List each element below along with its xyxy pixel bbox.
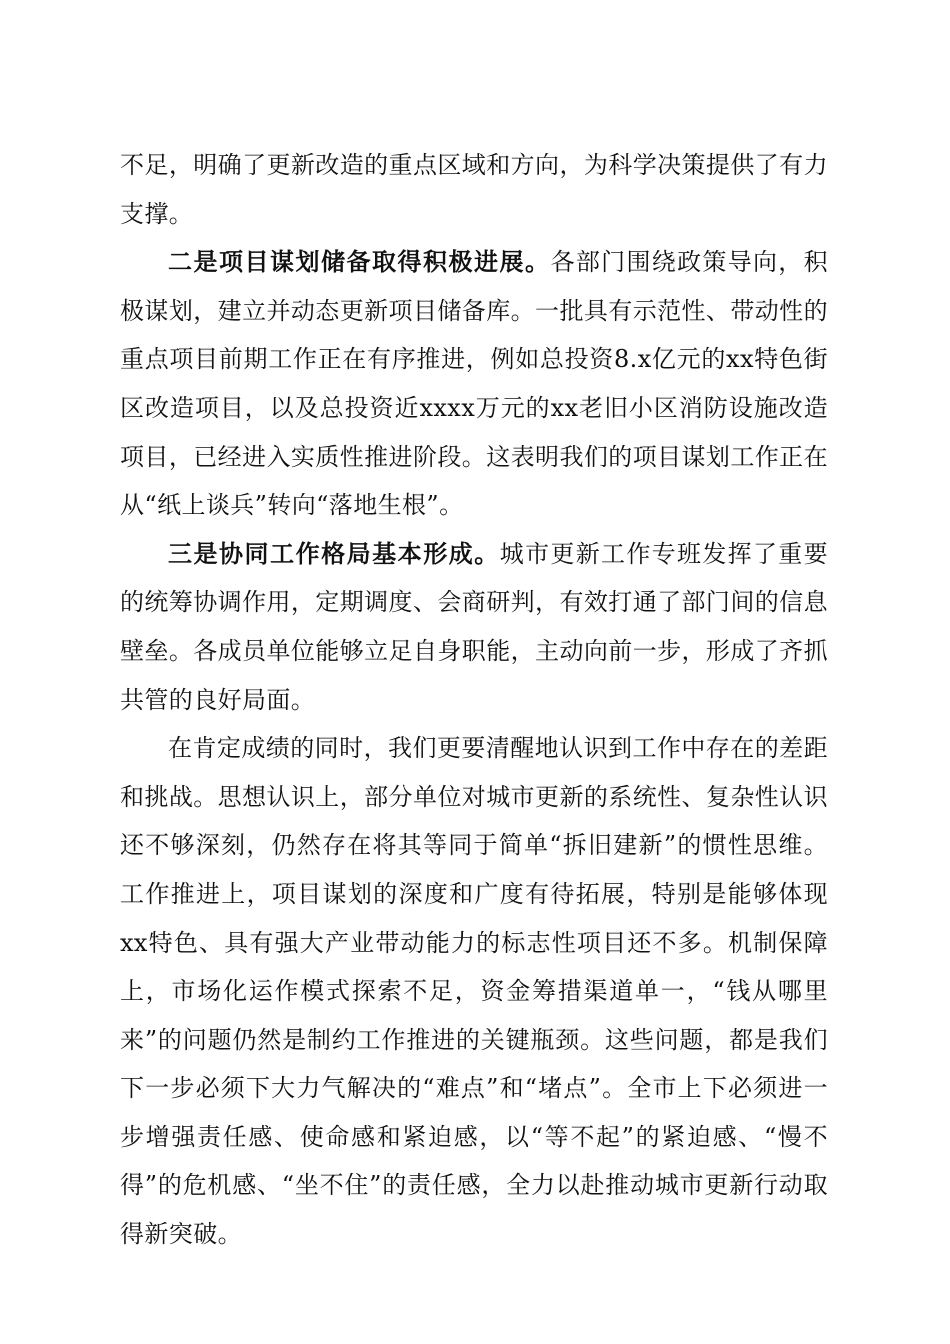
paragraph-text: 城市更新工作专班发挥了重要的统筹协调作用，定期调度、会商研判，有效打通了部门间的信息壁垒。各成员单位能够立足自身职能，主动向前一步，形成了齐抓共管的良好局面。 [120,539,828,714]
paragraph-text: 在肯定成绩的同时，我们更要清醒地认识到工作中存在的差距和挑战。思想认识上，部分单位对城市更新的系统性、复杂性认识还不够深刻，仍然存在将其等同于简单“拆旧建新”的惯性思维。工作推进上，项目谋划的深度和广度有待拓展，特别是能够体现xx特色、具有强大产业带动能力的标志性项目还不多。机制保障上，市场化运作模式探索不足，资金筹措渠道单一，“钱从哪里来”的问题仍然是制约工作推进的关键瓶颈。这些问题，都是我们下一步必须下大力气解决的“难点”和“堵点”。全市上下必须进一步增强责任感、使命感和紧迫感，以“等不起”的紧迫感、“慢不得”的危机感、“坐不住”的责任感，全力以赴推动城市更新行动取得新突破。 [120,734,828,1249]
paragraph-text: 各部门围绕政策导向，积极谋划，建立并动态更新项目储备库。一批具有示范性、带动性的重点项目前期工作正在有序推进，例如总投资8.x亿元的xx特色街区改造项目，以及总投资近xxxx万元的xx老旧小区消防设施改造项目，已经进入实质性推进阶段。这表明我们的项目谋划工作正在从“纸上谈兵”转向“落地生根”。 [120,248,828,520]
paragraph-coordination [120,530,828,724]
paragraph-lead: 三是协同工作格局基本形成。 [168,538,500,568]
paragraph-continuation [120,141,828,238]
paragraph-text: 不足，明确了更新改造的重点区域和方向，为科学决策提供了有力支撑。 [120,151,828,228]
document-body [120,141,828,1259]
paragraph-challenges [120,724,828,1259]
paragraph-lead: 二是项目谋划储备取得积极进展。 [168,247,551,277]
paragraph-project-planning [120,238,828,530]
